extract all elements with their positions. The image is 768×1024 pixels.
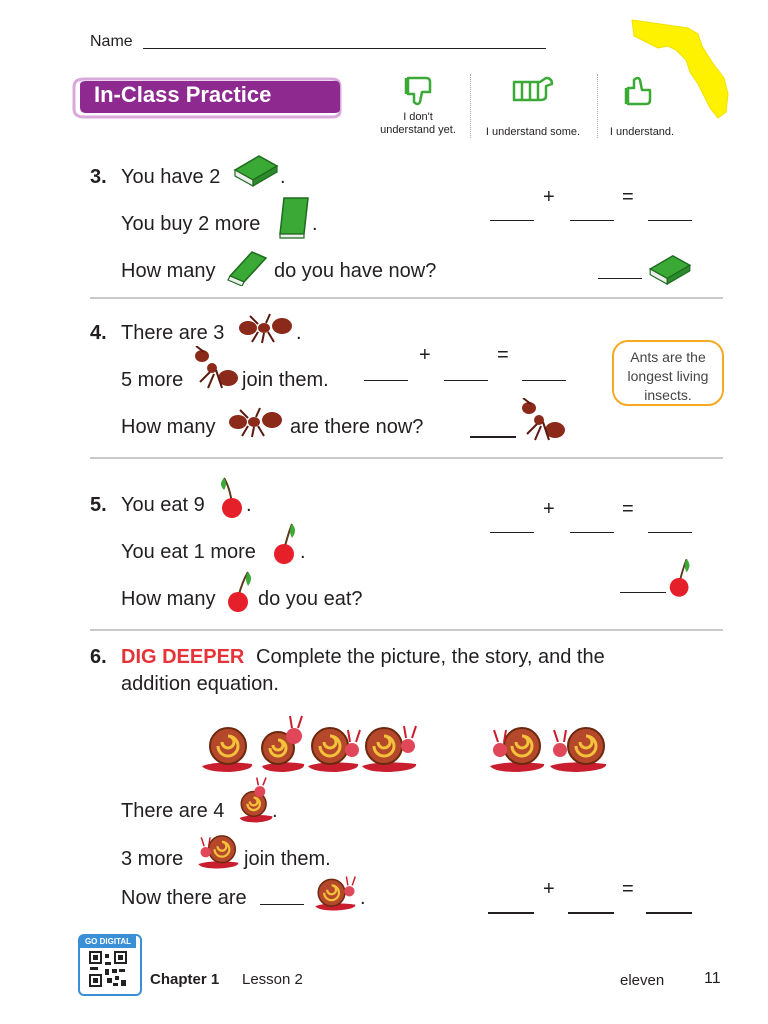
question-number: 5. xyxy=(90,494,107,516)
chapter-label: Chapter 1 xyxy=(150,971,220,988)
q3-line2-end: . xyxy=(312,213,318,235)
snail-icon xyxy=(306,718,362,774)
q3-line3-end: do you have now? xyxy=(274,260,437,282)
ant-icon xyxy=(236,312,296,344)
thumbs-up-icon[interactable] xyxy=(622,74,656,108)
cherry-icon xyxy=(216,474,248,520)
section-divider xyxy=(90,629,723,631)
addend-blank[interactable] xyxy=(490,532,534,533)
q4-line3-text: How many xyxy=(121,416,216,438)
snail-icon xyxy=(310,872,362,912)
q5-line3-end: do you eat? xyxy=(258,588,363,610)
question-number: 6. xyxy=(90,646,107,668)
q6-line3-end: . xyxy=(360,887,366,909)
q6-line2-text: 3 more xyxy=(121,848,184,870)
plus-sign: + xyxy=(419,344,431,366)
answer-blank[interactable] xyxy=(598,278,642,279)
equals-sign: = xyxy=(497,344,509,366)
thumb-sideways-icon[interactable] xyxy=(510,76,558,104)
ant-icon xyxy=(518,398,568,442)
snail-icon xyxy=(548,720,610,774)
q6-prompt-line2: addition equation. xyxy=(121,673,279,695)
addend-blank[interactable] xyxy=(570,220,614,221)
book-icon xyxy=(224,246,270,286)
answer-blank[interactable] xyxy=(470,436,516,438)
thumbs-down-icon[interactable] xyxy=(402,74,436,108)
rating-label-understand-some: I understand some. xyxy=(485,126,581,138)
ant-icon xyxy=(192,346,240,390)
qr-code-icon[interactable] xyxy=(88,950,128,988)
snail-icon xyxy=(488,720,548,774)
rating-label-understand: I understand. xyxy=(609,126,675,138)
addend-blank[interactable] xyxy=(570,532,614,533)
snail-icon xyxy=(236,776,276,824)
section-divider xyxy=(90,297,723,299)
rating-divider xyxy=(597,74,598,138)
cherry-icon xyxy=(226,568,258,614)
q5-line2-text: You eat 1 more xyxy=(121,541,256,563)
q6-line1-text: There are 4 xyxy=(121,800,225,822)
page-word: eleven xyxy=(620,972,665,989)
snail-picture xyxy=(200,712,620,774)
cherry-icon xyxy=(666,554,696,600)
name-line[interactable] xyxy=(143,48,546,49)
q3-line2-text: You buy 2 more xyxy=(121,213,261,235)
banner-title: In-Class Practice xyxy=(94,82,272,107)
plus-sign: + xyxy=(543,878,555,900)
q5-line2-end: . xyxy=(300,541,306,563)
cherry-icon xyxy=(270,520,302,566)
book-icon xyxy=(646,252,694,286)
addend-blank[interactable] xyxy=(490,220,534,221)
fun-fact-note: Ants are the longest living insects. xyxy=(612,340,724,406)
sum-blank[interactable] xyxy=(648,220,692,221)
section-divider xyxy=(90,457,723,459)
go-digital-label: GO DIGITAL xyxy=(80,936,136,948)
lesson-label: Lesson 2 xyxy=(242,971,303,988)
sum-blank[interactable] xyxy=(646,912,692,914)
equals-sign: = xyxy=(622,186,634,208)
q6-line1-end: . xyxy=(272,800,278,822)
sum-blank[interactable] xyxy=(648,532,692,533)
q4-line1-text: There are 3 xyxy=(121,322,225,344)
page-number: 11 xyxy=(704,970,721,987)
sum-blank[interactable] xyxy=(522,380,566,381)
ant-icon xyxy=(226,406,286,438)
addend-blank[interactable] xyxy=(568,912,614,914)
question-number: 3. xyxy=(90,166,107,188)
q5-line3-text: How many xyxy=(121,588,216,610)
snail-icon xyxy=(360,718,420,774)
q6-prompt-line1: Complete the picture, the story, and the xyxy=(256,646,605,668)
q4-line2-end: join them. xyxy=(242,369,329,391)
answer-blank[interactable] xyxy=(260,904,304,905)
addend-blank[interactable] xyxy=(488,912,534,914)
name-label: Name xyxy=(90,33,133,50)
answer-blank[interactable] xyxy=(620,592,666,593)
q3-line1-text: You have 2 xyxy=(121,166,221,188)
q3-line1-end: . xyxy=(280,166,286,188)
q6-line3-text: Now there are xyxy=(121,887,247,909)
snail-icon xyxy=(200,718,256,774)
q4-line2-text: 5 more xyxy=(121,369,184,391)
q5-line1-text: You eat 9 xyxy=(121,494,205,516)
plus-sign: + xyxy=(543,186,555,208)
equals-sign: = xyxy=(622,498,634,520)
addend-blank[interactable] xyxy=(364,380,408,381)
plus-sign: + xyxy=(543,498,555,520)
rating-divider xyxy=(470,74,471,138)
snail-icon xyxy=(258,712,308,774)
addend-blank[interactable] xyxy=(444,380,488,381)
q4-line1-end: . xyxy=(296,322,302,344)
question-number: 4. xyxy=(90,322,107,344)
q4-line3-end: are there now? xyxy=(290,416,424,438)
dig-deeper-label: DIG DEEPER xyxy=(121,646,245,668)
snail-icon xyxy=(194,830,244,870)
q3-line3-text: How many xyxy=(121,260,216,282)
equals-sign: = xyxy=(622,878,634,900)
rating-label-dont-understand: I don't understand yet. xyxy=(380,111,456,136)
q6-line2-end: join them. xyxy=(244,848,331,870)
q5-line1-end: . xyxy=(246,494,252,516)
book-icon xyxy=(276,194,312,240)
book-icon xyxy=(231,152,281,188)
